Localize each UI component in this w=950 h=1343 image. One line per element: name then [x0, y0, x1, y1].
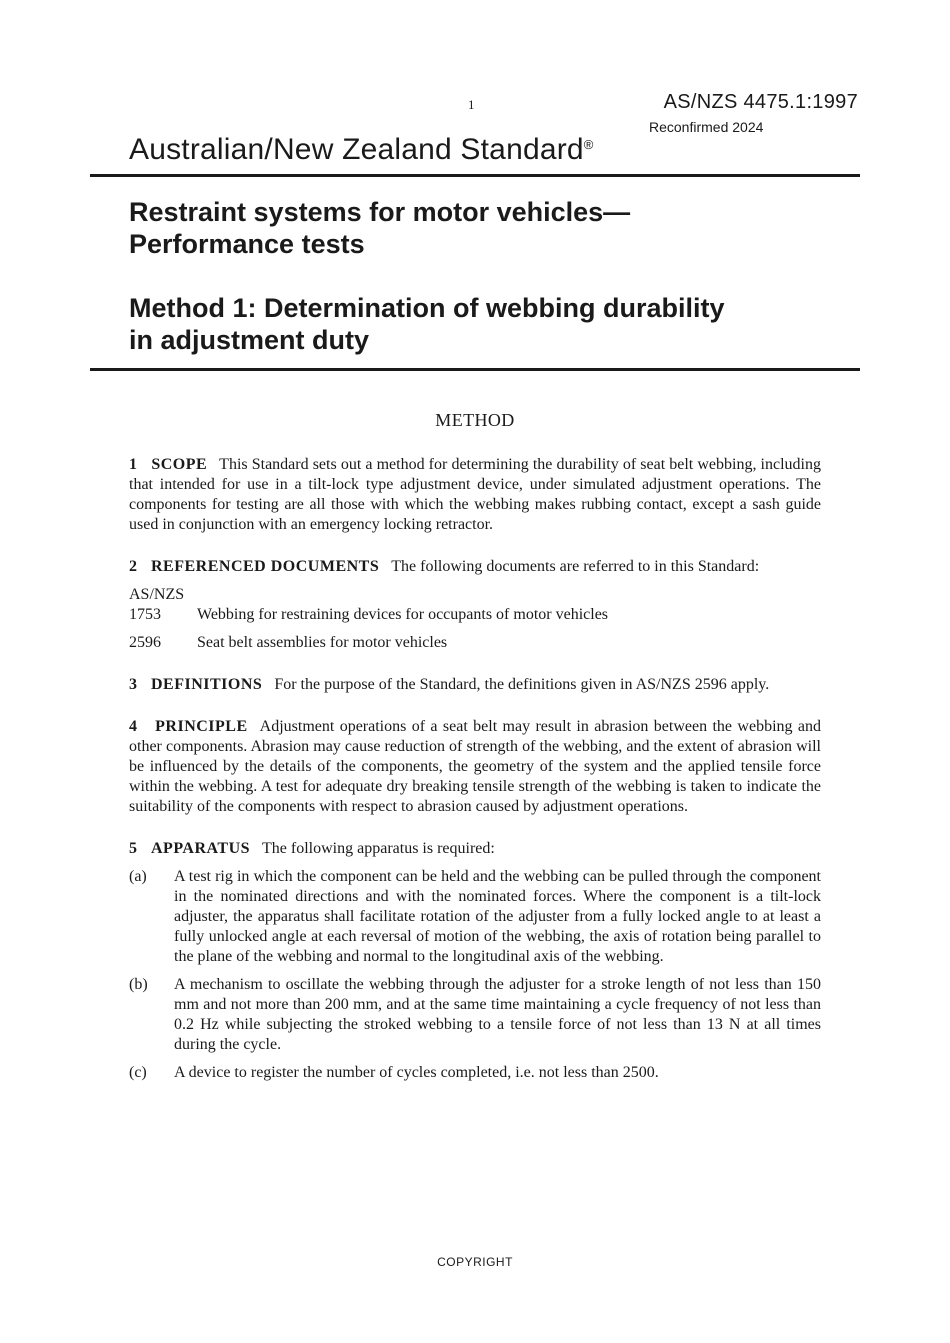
section-heading: METHOD	[435, 410, 515, 430]
apparatus-item	[129, 1063, 821, 1083]
registered-mark: ®	[583, 137, 594, 152]
clause-text: The following documents are referred to in this Standard:	[391, 558, 760, 575]
method-title	[129, 292, 849, 356]
document-title: Seat belt assemblies for motor vehicles	[197, 634, 448, 651]
clause-text: Adjustment operations of a seat belt may result in abrasion between the webbing and other components. Abrasion may cause reduction of strength of the webbing, and the extent of abrasion will be influenced by the details of the components, the geometry of the system and the applied tensile force within the webbing. A test for adequate dry breaking tensile strength of the webbing is taken to indicate the suitability of the components with respect to abrasion caused by adjustment operations.	[129, 718, 822, 815]
clause-principle	[129, 717, 821, 817]
item-label: (c)	[129, 1064, 147, 1081]
document-title	[129, 196, 849, 260]
top-divider	[90, 174, 860, 177]
clause-referenced-documents	[129, 557, 821, 577]
title-line-2: Performance tests	[129, 229, 365, 259]
item-label: (b)	[129, 976, 148, 993]
item-text: A test rig in which the component can be held and the webbing can be pulled through the component in the nominated directions and with the nominated forces. Where the component is a tilt-lock adjuster, the apparatus shall facilitate rotation of the adjuster from a fully locked angle to at least a fully unlocked angle at each reversal of motion of the webbing, the axis of rotation being parallel to the plane of the webbing and normal to the longitudinal axis of the webbing.	[174, 868, 821, 965]
clause-text: This Standard sets out a method for determining the durability of seat belt webbing, including that intended for use in a tilt-lock type adjustment device, under simulated adjustment operations. The components for testing are all those with which the webbing makes rubbing contact, except a sash guide used in conjunction with an emergency locking retractor.	[129, 456, 821, 533]
clause-text: For the purpose of the Standard, the definitions given in AS/NZS 2596 apply.	[274, 676, 770, 693]
title-line-1: Restraint systems for motor vehicles—	[129, 197, 631, 227]
method-title-line-2: in adjustment duty	[129, 325, 370, 355]
standard-heading-text: Australian/New Zealand Standard	[129, 133, 584, 166]
page-number: 1	[468, 97, 475, 112]
standard-number: AS/NZS 4475.1:1997	[663, 91, 858, 113]
clause-apparatus	[129, 839, 821, 859]
referenced-list-heading: AS/NZS	[129, 586, 185, 603]
clause-heading: APPARATUS	[151, 840, 251, 857]
clause-number: 4	[129, 718, 138, 735]
item-label: (a)	[129, 868, 147, 885]
clause-definitions	[129, 675, 821, 695]
clause-number: 5	[129, 840, 138, 857]
document-body	[129, 455, 821, 1091]
bottom-divider	[90, 368, 860, 371]
document-title: Webbing for restraining devices for occupants of motor vehicles	[197, 606, 609, 623]
clause-heading: SCOPE	[151, 456, 208, 473]
clause-heading: DEFINITIONS	[151, 676, 263, 693]
copyright-footer: COPYRIGHT	[437, 1255, 513, 1269]
clause-scope	[129, 455, 821, 535]
item-text: A mechanism to oscillate the webbing through the adjuster for a stroke length of not less than 150 mm and not more than 200 mm, and at the same time maintaining a cycle frequency of not less than 0.2 Hz while subjecting the stroked webbing to a tensile force of not less than 13 N at all times during the cycle.	[174, 976, 821, 1053]
document-code: 1753	[129, 606, 161, 623]
clause-number: 1	[129, 456, 138, 473]
standard-heading	[129, 133, 594, 167]
apparatus-item	[129, 975, 821, 1055]
clause-text: The following apparatus is required:	[262, 840, 495, 857]
clause-heading: REFERENCED DOCUMENTS	[151, 558, 380, 575]
referenced-document-row	[129, 605, 821, 625]
clause-number: 2	[129, 558, 138, 575]
method-title-line-1: Method 1: Determination of webbing durability	[129, 293, 725, 323]
apparatus-item	[129, 867, 821, 967]
reconfirmed-label: Reconfirmed 2024	[649, 119, 764, 135]
clause-heading: PRINCIPLE	[155, 718, 248, 735]
item-text: A device to register the number of cycles completed, i.e. not less than 2500.	[174, 1064, 659, 1081]
referenced-document-row	[129, 633, 821, 653]
document-code: 2596	[129, 634, 161, 651]
clause-number: 3	[129, 676, 138, 693]
